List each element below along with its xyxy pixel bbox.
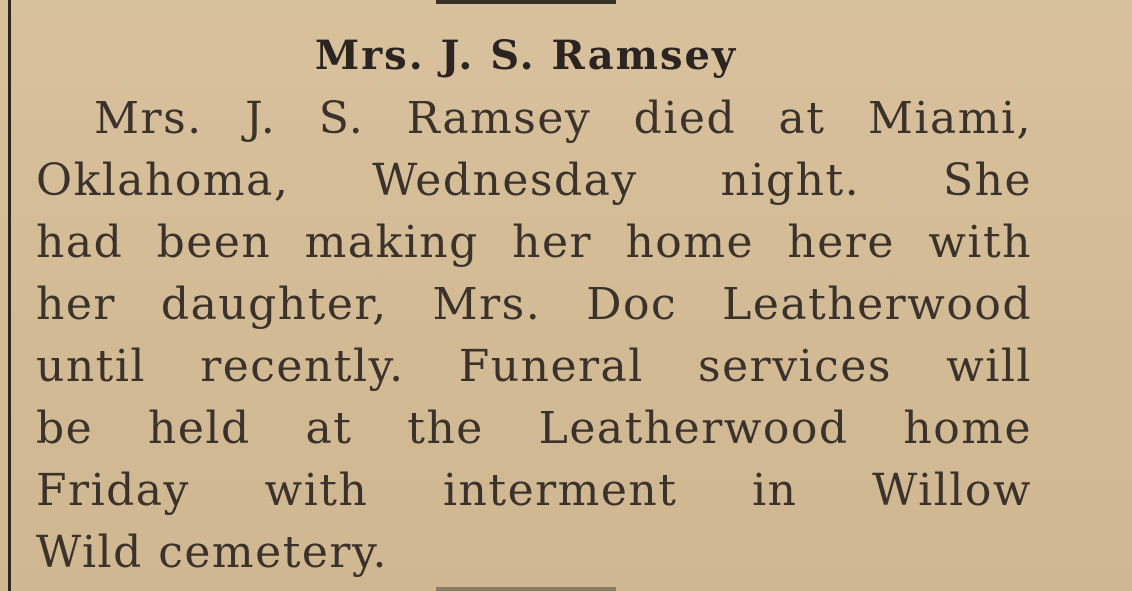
- top-divider: [436, 0, 616, 4]
- article-headline: Mrs. J. S. Ramsey: [314, 32, 738, 79]
- article-body: [36, 88, 1032, 584]
- article-line: until recently. Funeral services will: [36, 341, 1032, 392]
- article-line: Friday with interment in Willow: [36, 465, 1032, 516]
- article-line: Wild cemetery.: [36, 527, 388, 578]
- column-rule: [8, 0, 11, 591]
- article-line: be held at the Leatherwood home: [36, 403, 1032, 454]
- article-line: her daughter, Mrs. Doc Leatherwood: [36, 279, 1032, 330]
- article-line: Oklahoma, Wednesday night. She: [36, 155, 1032, 206]
- bottom-divider: [436, 587, 616, 591]
- article-line: Mrs. J. S. Ramsey died at Miami,: [94, 93, 1032, 144]
- article-line: had been making her home here with: [36, 217, 1032, 268]
